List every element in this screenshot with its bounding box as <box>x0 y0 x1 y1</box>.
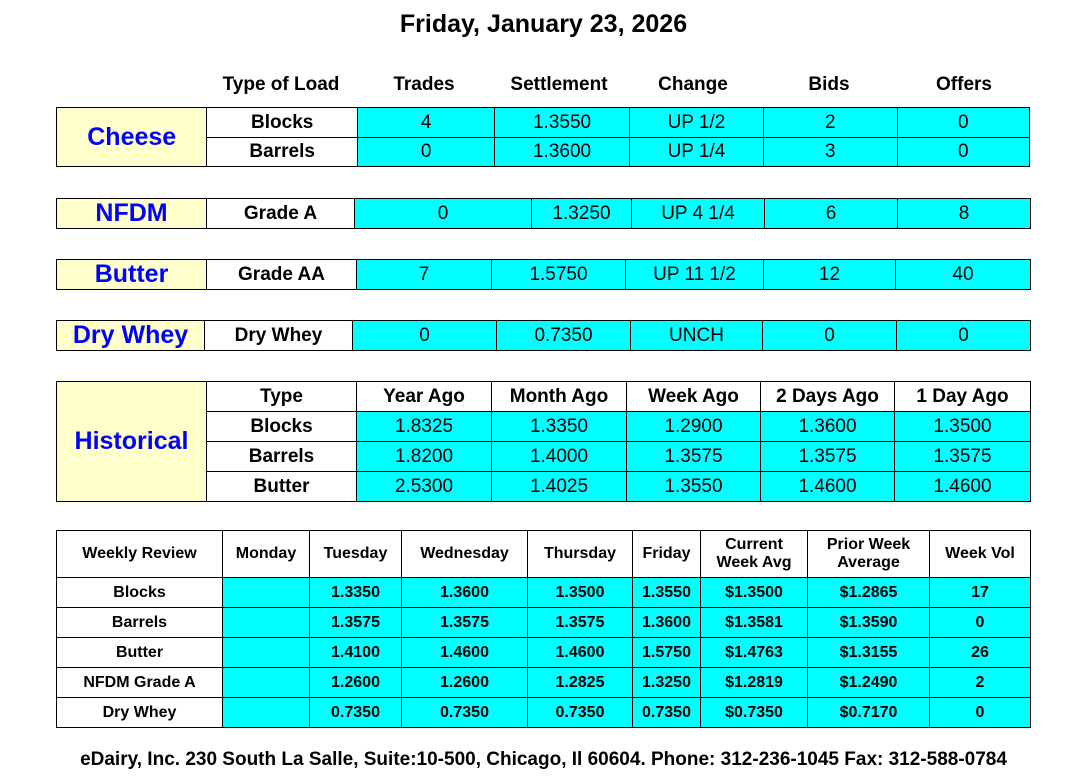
drywhey-bids: 0 <box>763 321 897 351</box>
butter-table <box>56 259 1031 290</box>
weekly-header-current-week-avg <box>701 531 808 578</box>
drywhey-change: UNCH <box>631 321 763 351</box>
weekly-cell-product: Butter <box>57 638 223 668</box>
weekly-cell-current-week-avg: $0.7350 <box>701 698 808 728</box>
weekly-cell-monday <box>223 668 310 698</box>
weekly-header-title: Weekly Review <box>57 531 223 578</box>
weekly-cell-wednesday: 1.3575 <box>402 608 528 638</box>
weekly-cell-week-vol: 2 <box>930 668 1031 698</box>
cheese-barrels-bids: 3 <box>764 138 897 167</box>
butter-label: Butter <box>57 260 207 290</box>
nfdm-type: Grade A <box>207 199 355 229</box>
cheese-table <box>56 107 1030 167</box>
drywhey-trades: 0 <box>353 321 497 351</box>
nfdm-label: NFDM <box>57 199 207 229</box>
drywhey-offers: 0 <box>897 321 1031 351</box>
cheese-barrels-change: UP 1/4 <box>629 138 763 167</box>
cheese-label: Cheese <box>57 108 207 167</box>
weekly-cell-current-week-avg: $1.2819 <box>701 668 808 698</box>
header-type-of-load: Type of Load <box>222 74 340 95</box>
weekly-row <box>57 578 1031 608</box>
historical-value: 1.3500 <box>895 412 1031 442</box>
weekly-cell-product: NFDM Grade A <box>57 668 223 698</box>
header-settlement: Settlement <box>510 74 608 95</box>
historical-value: 1.2900 <box>627 412 761 442</box>
weekly-cell-prior-week-average: $0.7170 <box>808 698 930 728</box>
weekly-review-table <box>56 530 1031 728</box>
weekly-header-monday: Monday <box>223 531 310 578</box>
weekly-cell-monday <box>223 638 310 668</box>
weekly-cell-monday <box>223 698 310 728</box>
drywhey-label: Dry Whey <box>57 321 205 351</box>
cheese-blocks-type: Blocks <box>207 108 357 138</box>
historical-header-type: Type <box>207 382 357 412</box>
historical-value: 2.5300 <box>357 472 492 502</box>
weekly-cell-wednesday: 1.3600 <box>402 578 528 608</box>
cheese-barrels-type: Barrels <box>207 138 357 167</box>
cheese-blocks-change: UP 1/2 <box>629 108 763 138</box>
weekly-cell-tuesday: 0.7350 <box>310 698 402 728</box>
prior-week-avg-line2: Average <box>837 554 900 571</box>
drywhey-table <box>56 320 1031 351</box>
historical-table <box>56 381 1031 502</box>
weekly-cell-tuesday: 1.3575 <box>310 608 402 638</box>
weekly-cell-thursday: 1.3500 <box>528 578 633 608</box>
weekly-cell-wednesday: 1.2600 <box>402 668 528 698</box>
historical-header-year-ago: Year Ago <box>357 382 492 412</box>
header-bids: Bids <box>808 74 850 95</box>
current-week-avg-line2: Week Avg <box>716 554 792 571</box>
historical-value: 1.3575 <box>895 442 1031 472</box>
weekly-cell-week-vol: 17 <box>930 578 1031 608</box>
weekly-cell-week-vol: 0 <box>930 608 1031 638</box>
cheese-blocks-trades: 4 <box>357 108 494 138</box>
weekly-cell-tuesday: 1.2600 <box>310 668 402 698</box>
weekly-cell-prior-week-average: $1.2490 <box>808 668 930 698</box>
cheese-blocks-offers: 0 <box>897 108 1029 138</box>
weekly-cell-friday: 1.3600 <box>633 608 701 638</box>
historical-value: 1.4000 <box>492 442 627 472</box>
historical-value: 1.3350 <box>492 412 627 442</box>
weekly-cell-monday <box>223 608 310 638</box>
header-change: Change <box>658 74 728 95</box>
page-title: Friday, January 23, 2026 <box>399 10 688 38</box>
weekly-cell-current-week-avg: $1.3581 <box>701 608 808 638</box>
historical-value: 1.3600 <box>761 412 895 442</box>
weekly-cell-product: Barrels <box>57 608 223 638</box>
cheese-barrels-offers: 0 <box>897 138 1029 167</box>
weekly-cell-thursday: 1.3575 <box>528 608 633 638</box>
footer-contact: eDairy, Inc. 230 South La Salle, Suite:10-500, Chicago, Il 60604. Phone: 312-236-1045 Fax: 312-588-0784 <box>80 749 1007 770</box>
historical-header-month-ago: Month Ago <box>492 382 627 412</box>
weekly-cell-thursday: 1.2825 <box>528 668 633 698</box>
historical-header-week-ago: Week Ago <box>627 382 761 412</box>
butter-trades: 7 <box>357 260 492 290</box>
weekly-cell-week-vol: 26 <box>930 638 1031 668</box>
weekly-header-thursday: Thursday <box>528 531 633 578</box>
weekly-cell-product: Dry Whey <box>57 698 223 728</box>
weekly-header-week-vol: Week Vol <box>930 531 1031 578</box>
butter-bids: 12 <box>764 260 896 290</box>
nfdm-settlement: 1.3250 <box>532 199 632 229</box>
weekly-cell-prior-week-average: $1.3590 <box>808 608 930 638</box>
weekly-cell-tuesday: 1.4100 <box>310 638 402 668</box>
weekly-cell-friday: 1.3250 <box>633 668 701 698</box>
weekly-cell-friday: 0.7350 <box>633 698 701 728</box>
historical-type: Blocks <box>207 412 357 442</box>
historical-value: 1.8200 <box>357 442 492 472</box>
drywhey-settlement: 0.7350 <box>497 321 631 351</box>
weekly-cell-friday: 1.3550 <box>633 578 701 608</box>
prior-week-avg-line1: Prior Week <box>826 536 911 553</box>
cheese-blocks-bids: 2 <box>764 108 897 138</box>
weekly-cell-thursday: 0.7350 <box>528 698 633 728</box>
cheese-barrels-settlement: 1.3600 <box>495 138 629 167</box>
weekly-row <box>57 638 1031 668</box>
weekly-cell-week-vol: 0 <box>930 698 1031 728</box>
weekly-cell-current-week-avg: $1.4763 <box>701 638 808 668</box>
weekly-row <box>57 668 1031 698</box>
weekly-cell-wednesday: 0.7350 <box>402 698 528 728</box>
nfdm-bids: 6 <box>765 199 898 229</box>
nfdm-trades: 0 <box>355 199 532 229</box>
weekly-cell-friday: 1.5750 <box>633 638 701 668</box>
historical-value: 1.4600 <box>761 472 895 502</box>
butter-type: Grade AA <box>207 260 357 290</box>
cheese-blocks-settlement: 1.3550 <box>495 108 629 138</box>
weekly-header-prior-week-average <box>808 531 930 578</box>
weekly-cell-current-week-avg: $1.3500 <box>701 578 808 608</box>
historical-type: Butter <box>207 472 357 502</box>
nfdm-table <box>56 198 1031 229</box>
weekly-cell-prior-week-average: $1.2865 <box>808 578 930 608</box>
header-offers: Offers <box>936 74 992 95</box>
weekly-header-friday: Friday <box>633 531 701 578</box>
weekly-row <box>57 608 1031 638</box>
historical-header-1-day-ago: 1 Day Ago <box>895 382 1031 412</box>
historical-value: 1.3550 <box>627 472 761 502</box>
weekly-row <box>57 698 1031 728</box>
current-week-avg-line1: Current <box>725 536 783 553</box>
butter-settlement: 1.5750 <box>492 260 626 290</box>
historical-header-2-days-ago: 2 Days Ago <box>761 382 895 412</box>
weekly-cell-thursday: 1.4600 <box>528 638 633 668</box>
weekly-cell-wednesday: 1.4600 <box>402 638 528 668</box>
historical-value: 1.4025 <box>492 472 627 502</box>
header-trades: Trades <box>393 74 455 95</box>
cheese-barrels-trades: 0 <box>357 138 494 167</box>
historical-value: 1.3575 <box>627 442 761 472</box>
weekly-cell-prior-week-average: $1.3155 <box>808 638 930 668</box>
historical-value: 1.4600 <box>895 472 1031 502</box>
weekly-cell-product: Blocks <box>57 578 223 608</box>
historical-label: Historical <box>57 382 207 502</box>
historical-type: Barrels <box>207 442 357 472</box>
weekly-header-wednesday: Wednesday <box>402 531 528 578</box>
weekly-header-tuesday: Tuesday <box>310 531 402 578</box>
historical-value: 1.8325 <box>357 412 492 442</box>
historical-value: 1.3575 <box>761 442 895 472</box>
weekly-cell-tuesday: 1.3350 <box>310 578 402 608</box>
nfdm-change: UP 4 1/4 <box>632 199 765 229</box>
drywhey-type: Dry Whey <box>205 321 353 351</box>
weekly-cell-monday <box>223 578 310 608</box>
butter-offers: 40 <box>896 260 1031 290</box>
butter-change: UP 11 1/2 <box>626 260 764 290</box>
nfdm-offers: 8 <box>898 199 1031 229</box>
